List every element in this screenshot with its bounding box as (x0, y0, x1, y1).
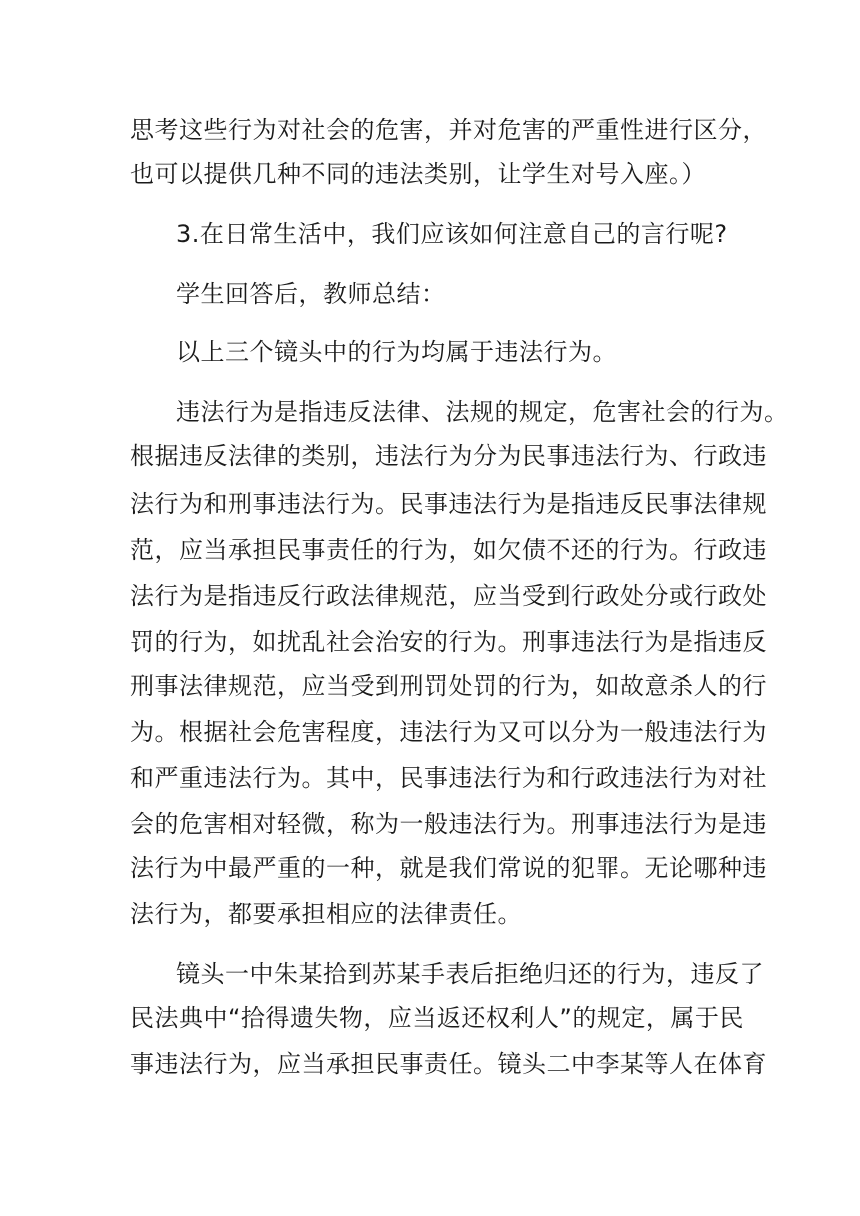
text-line: 3.在日常生活中，我们应该如何注意自己的言行呢? (176, 220, 728, 248)
text-line: 民法典中“拾得遗失物，应当返还权利人”的规定，属于民 (130, 1004, 744, 1032)
text-line: 范，应当承担民事责任的行为，如欠债不还的行为。行政违 (130, 536, 767, 564)
text-line: 会的危害相对轻微，称为一般违法行为。刑事违法行为是违 (130, 810, 767, 838)
text-line: 法行为是指违反行政法律规范，应当受到行政处分或行政处 (130, 582, 767, 610)
text-line: 为。根据社会危害程度，违法行为又可以分为一般违法行为 (130, 718, 767, 746)
text-line: 学生回答后，教师总结： (176, 280, 446, 308)
text-line: 法行为，都要承担相应的法律责任。 (130, 900, 522, 928)
text-line: 违法行为是指违反法律、法规的规定，危害社会的行为。 (176, 398, 789, 426)
text-line: 根据违反法律的类别，违法行为分为民事违法行为、行政违 (130, 442, 767, 470)
text-line: 和严重违法行为。其中，民事违法行为和行政违法行为对社 (130, 764, 767, 792)
text-line: 罚的行为，如扰乱社会治安的行为。刑事违法行为是指违反 (130, 628, 767, 656)
text-line: 镜头一中朱某拾到苏某手表后拒绝归还的行为，违反了 (176, 960, 764, 988)
text-line: 思考这些行为对社会的危害，并对危害的严重性进行区分， (130, 116, 767, 144)
text-line: 法行为和刑事违法行为。民事违法行为是指违反民事法律规 (130, 490, 767, 518)
text-line: 事违法行为，应当承担民事责任。镜头二中李某等人在体育 (130, 1050, 767, 1078)
text-line: 也可以提供几种不同的违法类别，让学生对号入座。） (130, 160, 706, 188)
text-line: 法行为中最严重的一种，就是我们常说的犯罪。无论哪种违 (130, 854, 767, 882)
text-line: 刑事法律规范，应当受到刑罚处罚的行为，如故意杀人的行 (130, 672, 767, 700)
text-line: 以上三个镜头中的行为均属于违法行为。 (176, 338, 617, 366)
